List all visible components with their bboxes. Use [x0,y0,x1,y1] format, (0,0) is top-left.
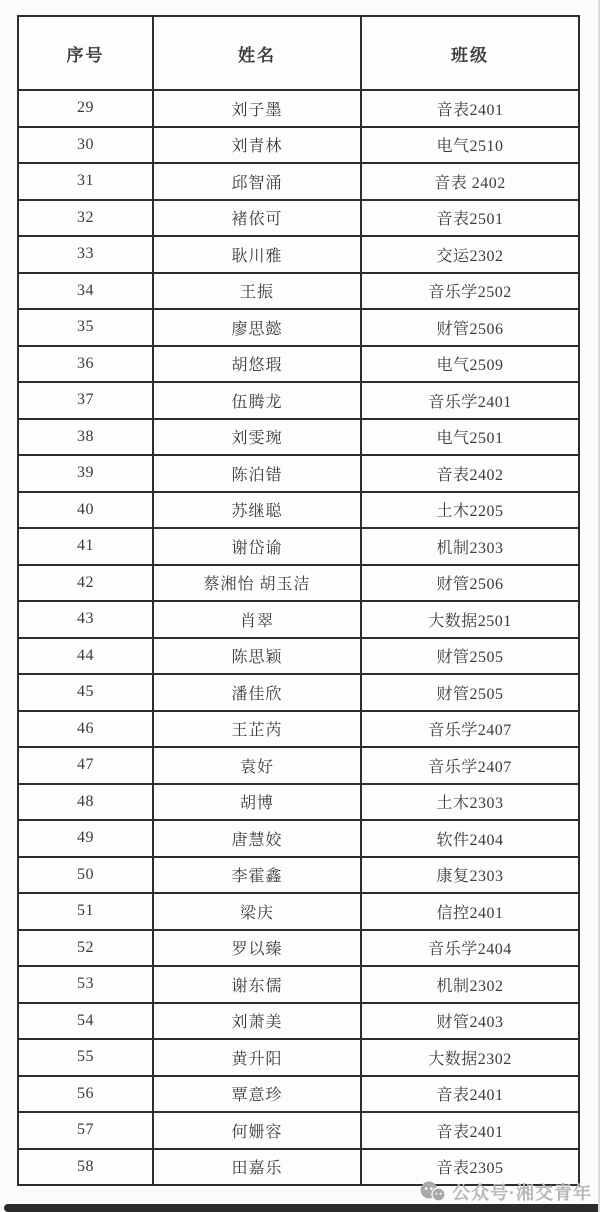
name-cell: 黄升阳 [153,1039,361,1076]
row-number-cell: 47 [18,747,153,784]
name-cell: 胡悠瑕 [153,346,361,383]
class-cell: 音表2305 [361,1149,579,1186]
table-row [18,492,579,529]
table-row [18,236,579,273]
class-cell: 大数据2501 [361,601,579,638]
class-cell: 音乐学2407 [361,711,579,748]
table-row [18,966,579,1003]
class-cell: 音表 2402 [361,163,579,200]
name-cell: 褚依可 [153,200,361,237]
name-cell: 梁庆 [153,893,361,930]
table-row [18,419,579,456]
name-cell: 陈思颖 [153,638,361,675]
table-row [18,820,579,857]
class-cell: 音乐学2502 [361,273,579,310]
name-cell: 刘子墨 [153,90,361,127]
table-row [18,346,579,383]
row-number-cell: 58 [18,1149,153,1186]
name-cell: 刘青林 [153,127,361,164]
name-cell: 谢岱谕 [153,528,361,565]
name-cell: 陈泊错 [153,455,361,492]
row-number-cell: 37 [18,382,153,419]
name-cell: 李霍鑫 [153,857,361,894]
class-cell: 软件2404 [361,820,579,857]
table-row [18,309,579,346]
roster-header [18,16,579,90]
class-cell: 机制2302 [361,966,579,1003]
table-row [18,930,579,967]
table-row [18,747,579,784]
table-row [18,1112,579,1149]
row-number-cell: 40 [18,492,153,529]
name-cell: 邱智涌 [153,163,361,200]
class-cell: 音表2402 [361,455,579,492]
name-cell: 耿川雅 [153,236,361,273]
table-row [18,90,579,127]
name-cell: 胡博 [153,784,361,821]
row-number-cell: 30 [18,127,153,164]
class-cell: 音乐学2401 [361,382,579,419]
name-cell: 袁好 [153,747,361,784]
name-cell: 苏继聪 [153,492,361,529]
class-cell: 电气2510 [361,127,579,164]
header-number: 序号 [18,16,153,90]
name-cell: 廖思懿 [153,309,361,346]
class-cell: 土木2303 [361,784,579,821]
roster-table [17,15,580,1186]
class-cell: 康复2303 [361,857,579,894]
table-row [18,893,579,930]
row-number-cell: 29 [18,90,153,127]
row-number-cell: 43 [18,601,153,638]
name-cell: 唐慧姣 [153,820,361,857]
bottom-edge-bar [4,1204,598,1212]
chat-bubbles-icon [420,1180,446,1204]
name-cell: 罗以臻 [153,930,361,967]
header-name: 姓名 [153,16,361,90]
table-row [18,127,579,164]
row-number-cell: 32 [18,200,153,237]
class-cell: 土木2205 [361,492,579,529]
name-cell: 肖翠 [153,601,361,638]
row-number-cell: 45 [18,674,153,711]
row-number-cell: 38 [18,419,153,456]
class-cell: 音表2401 [361,1112,579,1149]
row-number-cell: 44 [18,638,153,675]
row-number-cell: 31 [18,163,153,200]
row-number-cell: 50 [18,857,153,894]
class-cell: 交运2302 [361,236,579,273]
table-row [18,200,579,237]
class-cell: 音乐学2407 [361,747,579,784]
table-row [18,711,579,748]
row-number-cell: 42 [18,565,153,602]
table-row [18,455,579,492]
watermark-text: 公众号·湘交青年 [452,1183,592,1203]
class-cell: 机制2303 [361,528,579,565]
table-row [18,784,579,821]
row-number-cell: 33 [18,236,153,273]
table-row [18,273,579,310]
table-row [18,1003,579,1040]
name-cell: 田嘉乐 [153,1149,361,1186]
name-cell: 刘雯琬 [153,419,361,456]
class-cell: 音乐学2404 [361,930,579,967]
row-number-cell: 54 [18,1003,153,1040]
table-row [18,601,579,638]
table-row [18,528,579,565]
class-cell: 音表2401 [361,1076,579,1113]
header-class: 班级 [361,16,579,90]
row-number-cell: 52 [18,930,153,967]
roster-body [18,90,579,1185]
name-cell: 王振 [153,273,361,310]
class-cell: 财管2403 [361,1003,579,1040]
header-row [18,16,579,90]
row-number-cell: 55 [18,1039,153,1076]
class-cell: 财管2506 [361,565,579,602]
table-row [18,163,579,200]
name-cell: 潘佳欣 [153,674,361,711]
table-row [18,1076,579,1113]
row-number-cell: 39 [18,455,153,492]
row-number-cell: 53 [18,966,153,1003]
class-cell: 电气2501 [361,419,579,456]
row-number-cell: 46 [18,711,153,748]
row-number-cell: 51 [18,893,153,930]
table-row [18,638,579,675]
row-number-cell: 48 [18,784,153,821]
table-row [18,857,579,894]
name-cell: 刘萧美 [153,1003,361,1040]
row-number-cell: 35 [18,309,153,346]
class-cell: 财管2506 [361,309,579,346]
row-number-cell: 49 [18,820,153,857]
name-cell: 王芷芮 [153,711,361,748]
row-number-cell: 41 [18,528,153,565]
row-number-cell: 56 [18,1076,153,1113]
name-cell: 谢东儒 [153,966,361,1003]
table-row [18,1039,579,1076]
table-row [18,565,579,602]
class-cell: 音表2401 [361,90,579,127]
watermark [420,1179,596,1205]
class-cell: 财管2505 [361,638,579,675]
name-cell: 何姗容 [153,1112,361,1149]
row-number-cell: 36 [18,346,153,383]
name-cell: 蔡湘怡 胡玉洁 [153,565,361,602]
class-cell: 财管2505 [361,674,579,711]
name-cell: 伍腾龙 [153,382,361,419]
class-cell: 信控2401 [361,893,579,930]
class-cell: 电气2509 [361,346,579,383]
table-row [18,382,579,419]
class-cell: 音表2501 [361,200,579,237]
row-number-cell: 57 [18,1112,153,1149]
class-cell: 大数据2302 [361,1039,579,1076]
table-row [18,674,579,711]
row-number-cell: 34 [18,273,153,310]
name-cell: 覃意珍 [153,1076,361,1113]
